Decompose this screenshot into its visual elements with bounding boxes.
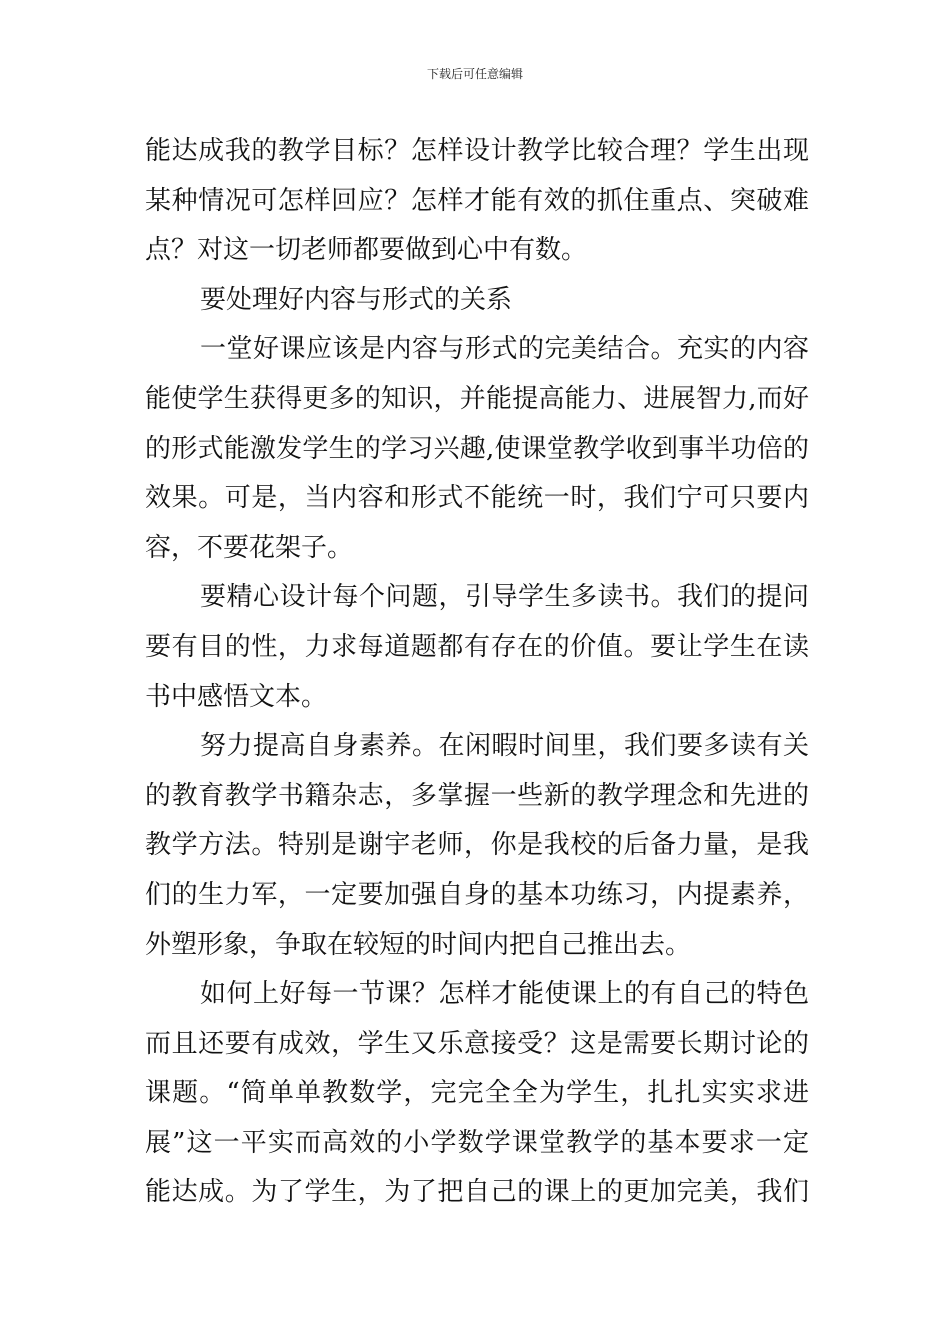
text-line: 而且还要有成效，学生又乐意接受？这是需要长期讨论的: [145, 1028, 809, 1059]
text-line: 努力提高自身素养。在闲暇时间里，我们要多读有关: [200, 731, 809, 762]
text-line: 教学方法。特别是谢宇老师，你是我校的后备力量，是我: [145, 830, 809, 861]
section-heading: 要处理好内容与形式的关系: [200, 284, 513, 315]
text-line: 能使学生获得更多的知识，并能提高能力、进展智力,而好: [145, 383, 809, 414]
page-header: 下载后可任意编辑: [426, 67, 523, 81]
text-line: 某种情况可怎样回应？怎样才能有效的抓住重点、突破难: [145, 185, 809, 216]
text-line: 效果。可是，当内容和形式不能统一时，我们宁可只要内: [145, 483, 809, 514]
text-line: 的形式能激发学生的学习兴趣,使课堂教学收到事半功倍的: [145, 433, 809, 464]
text-line: 容，不要花架子。: [145, 532, 354, 563]
text-line: 要有目的性，力求每道题都有存在的价值。要让学生在读: [145, 631, 809, 662]
text-line: 的教育教学书籍杂志，多掌握一些新的教学理念和先进的: [145, 780, 809, 811]
text-line: 能达成。为了学生，为了把自己的课上的更加完美，我们: [145, 1177, 809, 1208]
text-line: 点？对这一切老师都要做到心中有数。: [145, 235, 588, 266]
text-line: 能达成我的教学目标？怎样设计教学比较合理？学生出现: [145, 136, 809, 166]
text-line: 们的生力军，一定要加强自身的基本功练习，内提素养，: [145, 879, 809, 910]
text-line: 课题。“简单单教数学，完完全全为学生，扎扎实实求进: [145, 1078, 809, 1109]
text-line: 要精心设计每个问题，引导学生多读书。我们的提问: [200, 582, 809, 613]
body-text: [145, 127, 809, 1218]
text-line: 一堂好课应该是内容与形式的完美结合。充实的内容: [200, 334, 809, 365]
text-line: 外塑形象，争取在较短的时间内把自己推出去。: [145, 929, 692, 960]
text-line: 展”这一平实而高效的小学数学课堂教学的基本要求一定: [145, 1127, 809, 1158]
text-line: 如何上好每一节课？怎样才能使课上的有自己的特色: [200, 979, 809, 1010]
text-line: 书中感悟文本。: [145, 681, 328, 712]
